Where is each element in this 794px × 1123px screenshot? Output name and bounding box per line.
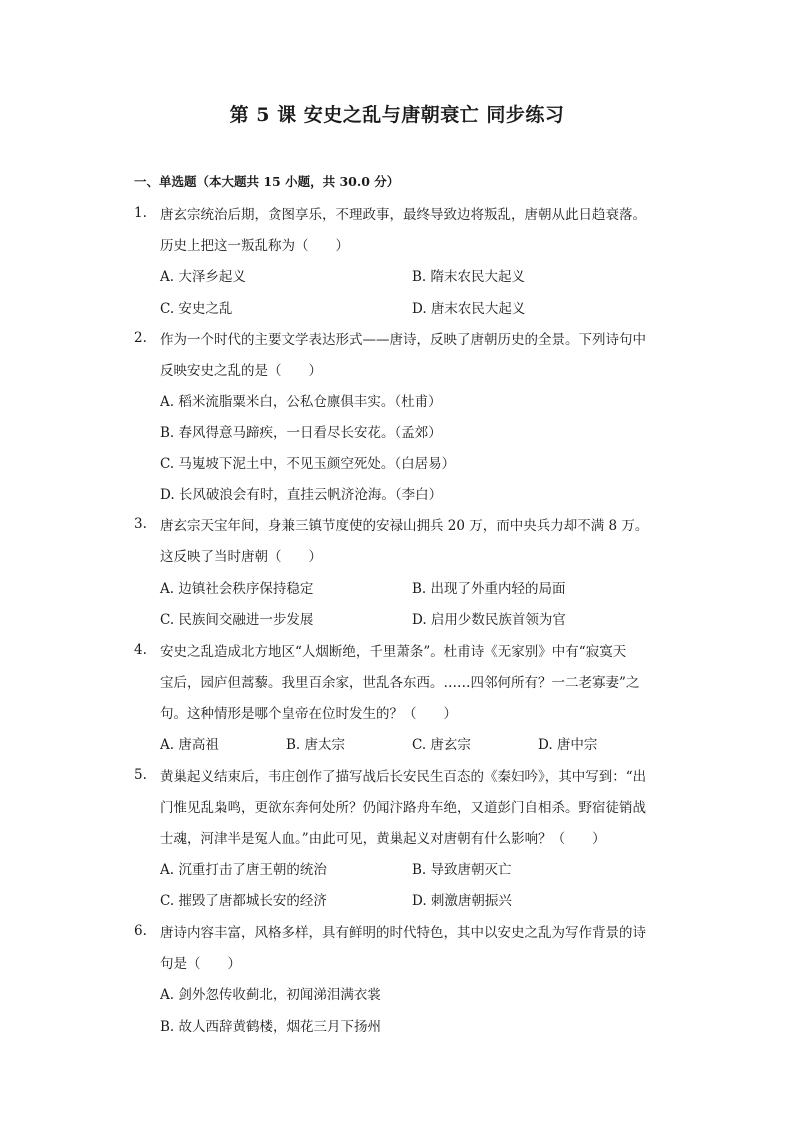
question-number: 6. bbox=[134, 923, 147, 939]
option-a: A. 沉重打击了唐王朝的统治 bbox=[160, 862, 327, 878]
option-c: C. 民族间交融进一步发展 bbox=[160, 612, 314, 628]
option-d: D. 唐末农民大起义 bbox=[412, 301, 526, 317]
option-c: C. 摧毁了唐都城长安的经济 bbox=[160, 893, 327, 909]
option-a: A. 稻米流脂粟米白，公私仓廪俱丰实。（杜甫） bbox=[160, 394, 442, 410]
question-text: 唐诗内容丰富，风格多样，具有鲜明的时代特色，其中以安史之乱为写作背景的诗 bbox=[160, 925, 646, 941]
question-text: 黄巢起义结束后，韦庄创作了描写战后长安民生百态的《秦妇吟》，其中写到：“出 bbox=[160, 769, 647, 785]
question-text: 门惟见乱枭鸣，更欲东奔何处所？仍闻汴路舟车绝，又道彭门自相杀。野宿徒销战 bbox=[160, 800, 646, 816]
question-text: 作为一个时代的主要文学表达形式——唐诗，反映了唐朝历史的全景。下列诗句中 bbox=[160, 332, 646, 348]
option-b: B. 故人西辞黄鹤楼，烟花三月下扬州 bbox=[160, 1019, 382, 1035]
question-text: 宝后，园庐但蒿藜。我里百余家，世乱各东西。……四邻何所有？一二老寡妻”之 bbox=[160, 675, 640, 691]
option-b: B. 隋末农民大起义 bbox=[412, 269, 526, 285]
option-b: B. 出现了外重内轻的局面 bbox=[412, 581, 566, 597]
question-number: 3. bbox=[134, 516, 147, 532]
question-number: 5. bbox=[134, 767, 147, 783]
option-c: C. 马嵬坡下泥土中，不见玉颜空死处。（白居易） bbox=[160, 456, 456, 472]
option-d: D. 唐中宗 bbox=[538, 737, 598, 753]
question-text: 历史上把这一叛乱称为（ ） bbox=[160, 238, 349, 254]
question-text: 句是（ ） bbox=[160, 956, 241, 972]
option-b: B. 春风得意马蹄疾，一日看尽长安花。（孟郊） bbox=[160, 425, 442, 441]
section-heading: 一、单选题（本大题共 15 小题，共 30.0 分） bbox=[134, 174, 400, 189]
question-number: 2. bbox=[134, 330, 147, 346]
option-c: C. 安史之乱 bbox=[160, 301, 233, 317]
question-text: 唐玄宗天宝年间，身兼三镇节度使的安禄山拥兵 20 万，而中央兵力却不满 8 万。 bbox=[160, 518, 649, 534]
option-d: D. 刺激唐朝振兴 bbox=[412, 893, 512, 909]
page-title: 第 5 课 安史之乱与唐朝衰亡 同步练习 bbox=[229, 104, 565, 126]
option-a: A. 唐高祖 bbox=[160, 737, 219, 753]
question-text: 士魂，河津半是冤人血。”由此可见，黄巢起义对唐朝有什么影响？（ ） bbox=[160, 831, 606, 847]
question-number: 1. bbox=[134, 205, 147, 221]
option-a: A. 边镇社会秩序保持稳定 bbox=[160, 581, 314, 597]
option-a: A. 大泽乡起义 bbox=[160, 269, 246, 285]
option-d: D. 启用少数民族首领为官 bbox=[412, 612, 566, 628]
option-b: B. 唐太宗 bbox=[286, 737, 346, 753]
question-text: 这反映了当时唐朝（ ） bbox=[160, 549, 322, 565]
question-number: 4. bbox=[134, 642, 147, 658]
question-text: 反映安史之乱的是（ ） bbox=[160, 363, 322, 379]
option-a: A. 剑外忽传收蓟北，初闻涕泪满衣裳 bbox=[160, 987, 381, 1003]
question-text: 唐玄宗统治后期，贪图享乐，不理政事，最终导致边将叛乱，唐朝从此日趋衰落。 bbox=[160, 207, 646, 223]
option-c: C. 唐玄宗 bbox=[412, 737, 471, 753]
option-d: D. 长风破浪会有时，直挂云帆济沧海。（李白） bbox=[160, 487, 443, 503]
question-text: 安史之乱造成北方地区“人烟断绝，千里萧条”。杜甫诗《无家别》中有“寂寞天 bbox=[160, 644, 627, 660]
question-text: 句。这种情形是哪个皇帝在位时发生的？（ ） bbox=[160, 706, 457, 722]
option-b: B. 导致唐朝灭亡 bbox=[412, 862, 512, 878]
